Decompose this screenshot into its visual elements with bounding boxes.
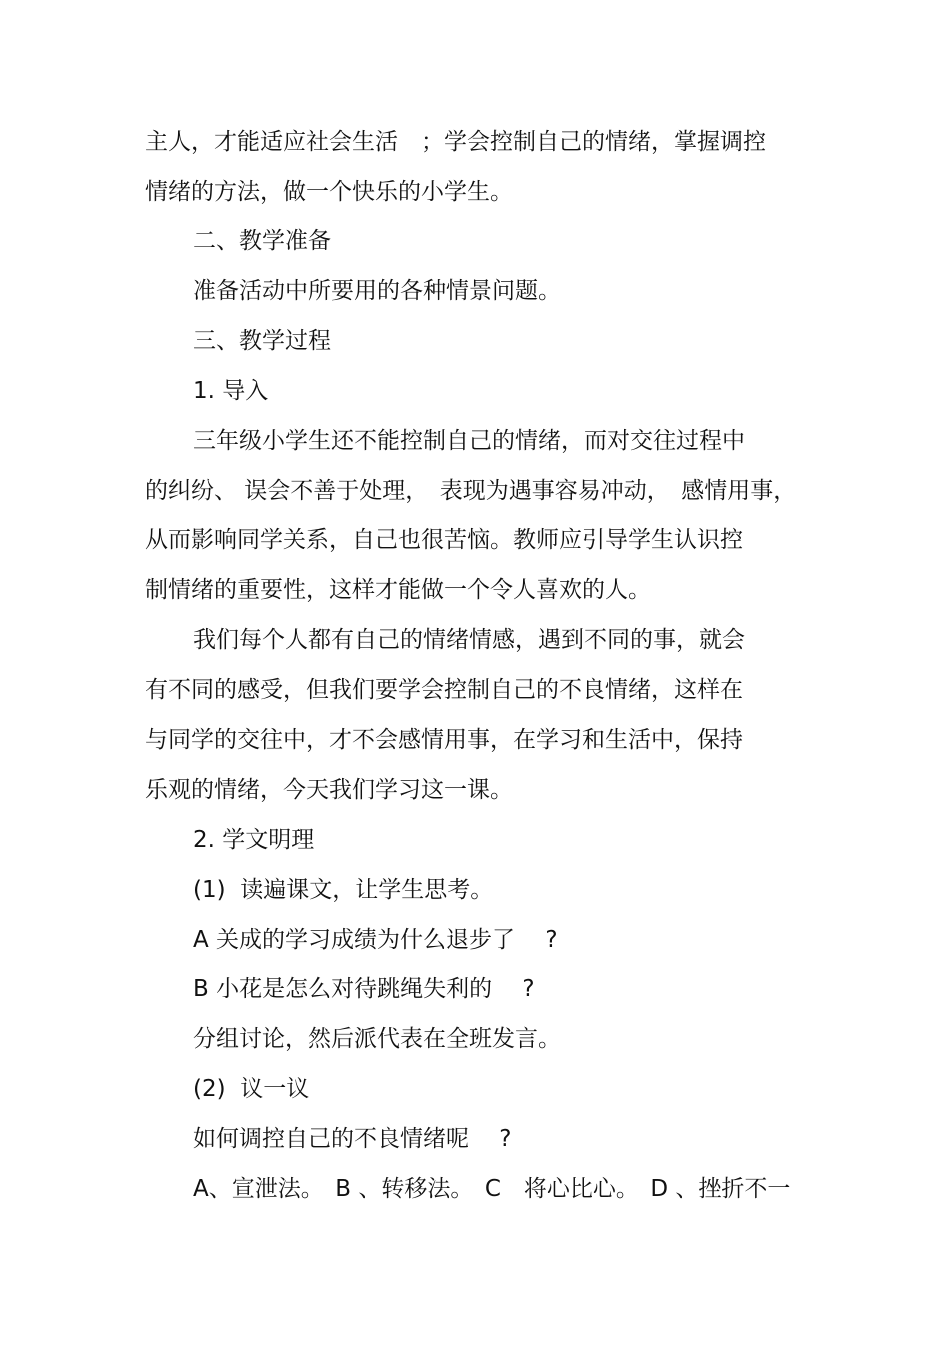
text-line: 的纠纷、 误会不善于处理， 表现为遇事容易冲动， 感情用事， <box>145 478 797 504</box>
text-line: 情绪的方法，做一个快乐的小学生。 <box>145 179 513 205</box>
subsection-heading: 2. 学文明理 <box>193 827 315 853</box>
text-line: (1) 读遍课文，让学生思考。 <box>193 877 494 903</box>
question-line: A 关成的学习成绩为什么退步了 ? <box>193 927 558 953</box>
question-line: B 小花是怎么对待跳绳失利的 ? <box>193 976 535 1002</box>
question-line: 如何调控自己的不良情绪呢 ? <box>193 1126 512 1152</box>
text-line: 我们每个人都有自己的情绪情感，遇到不同的事，就会 <box>193 627 745 653</box>
text-line: 有不同的感受，但我们要学会控制自己的不良情绪，这样在 <box>145 677 743 703</box>
text-line: 分组讨论，然后派代表在全班发言。 <box>193 1026 561 1052</box>
text-line: A、宣泄法。 B 、转移法。 C 将心比心。 D 、挫折不一 <box>193 1176 791 1202</box>
text-line: 准备活动中所要用的各种情景问题。 <box>193 278 561 304</box>
section-heading: 三、教学过程 <box>193 328 331 354</box>
subsection-heading: 1. 导入 <box>193 378 269 404</box>
text-line: 主人，才能适应社会生活 ；学会控制自己的情绪，掌握调控 <box>145 129 766 155</box>
text-line: 从而影响同学关系，自己也很苦恼。教师应引导学生认识控 <box>145 527 743 553</box>
text-line: 乐观的情绪，今天我们学习这一课。 <box>145 777 513 803</box>
text-line: 制情绪的重要性，这样才能做一个令人喜欢的人。 <box>145 577 651 603</box>
text-line: 与同学的交往中，才不会感情用事，在学习和生活中，保持 <box>145 727 743 753</box>
text-line: (2) 议一议 <box>193 1076 310 1102</box>
text-line: 三年级小学生还不能控制自己的情绪，而对交往过程中 <box>193 428 745 454</box>
section-heading: 二、教学准备 <box>193 228 331 254</box>
